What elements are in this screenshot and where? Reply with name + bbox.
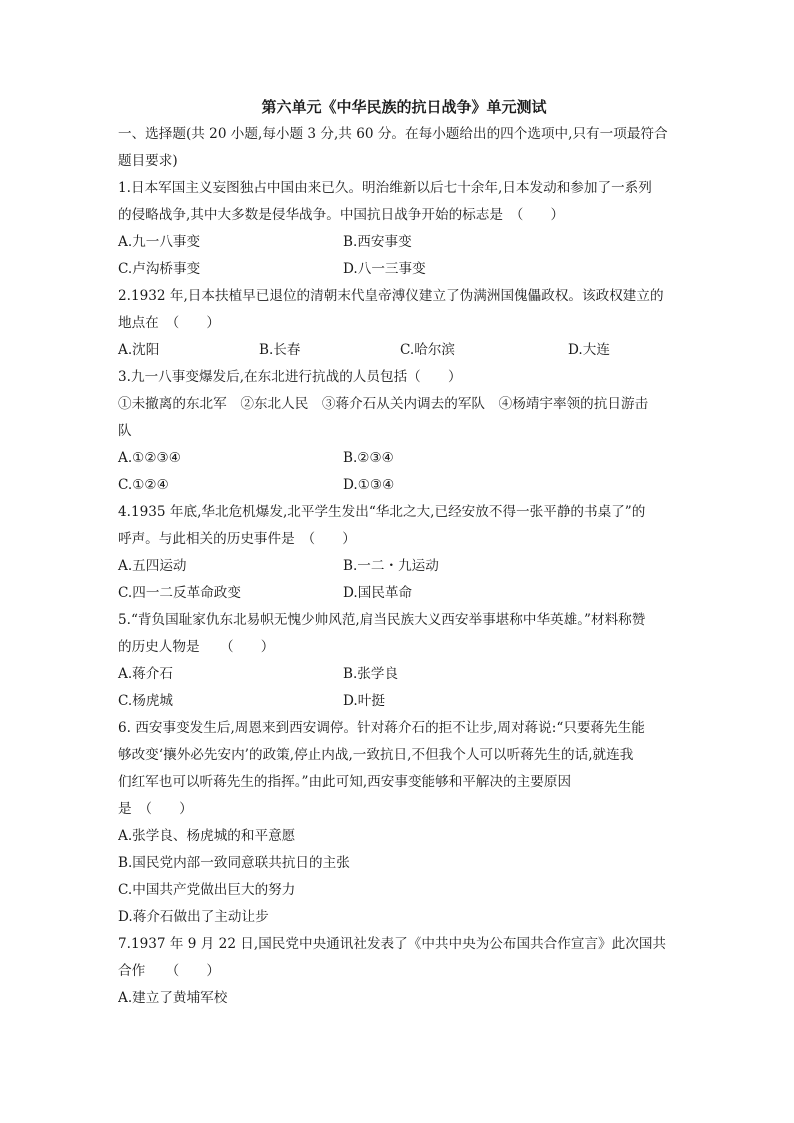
option-row	[118, 553, 680, 580]
option-a: A.张学良、杨虎城的和平意愿	[118, 828, 296, 844]
option-a: A.①②③④	[118, 450, 181, 466]
option-c: C.卢沟桥事变	[118, 261, 201, 277]
question-text: 够改变‘攘外必先安内’的政策,停止内战,一致抗日,不但我个人可以听蒋先生的话,就连我	[118, 747, 634, 763]
option-row	[118, 445, 680, 472]
question-text: 是 （ ）	[118, 801, 193, 817]
question-3	[118, 364, 680, 499]
question-text: 6. 西安事变发生后,周恩来到西安调停。针对蒋介石的拒不让步,周对蒋说:“只要蒋先生能	[118, 720, 645, 736]
option-a: A.九一八事变	[118, 234, 201, 250]
option-d: D.蒋介石做出了主动让步	[118, 909, 269, 925]
option-row	[118, 472, 680, 499]
option-d: D.国民革命	[343, 585, 413, 601]
question-2	[118, 283, 680, 364]
question-text: 2.1932 年,日本扶植早已退位的清朝末代皇帝溥仪建立了伪满洲国傀儡政权。该政权建立的	[118, 288, 664, 304]
question-text: 3.九一八事变爆发后,在东北进行抗战的人员包括（ ）	[118, 369, 462, 385]
section-instruction-cont: 题目要求)	[118, 153, 178, 169]
option-d: D.八一三事变	[343, 261, 426, 277]
document-page	[118, 94, 680, 1012]
question-text: 5.“背负国耻家仇东北易帜无愧少帅风范,肩当民族大义西安举事堪称中华英雄。”材料称赞	[118, 612, 646, 628]
question-text: 的侵略战争,其中大多数是侵华战争。中国抗日战争开始的标志是 （ ）	[118, 207, 565, 223]
option-row	[118, 337, 680, 364]
option-c: C.中国共产党做出巨大的努力	[118, 882, 296, 898]
section-instruction: 一、选择题(共 20 小题,每小题 3 分,共 60 分。在每小题给出的四个选项中,只有一项最符合	[118, 126, 668, 142]
question-text: 地点在 （ ）	[118, 315, 220, 331]
question-1	[118, 175, 680, 283]
option-b: B.西安事变	[343, 234, 412, 250]
question-7	[118, 931, 680, 1012]
option-b: B.国民党内部一致同意联共抗日的主张	[118, 855, 350, 871]
question-text: 1.日本军国主义妄图独占中国由来已久。明治维新以后七十余年,日本发动和参加了一系列	[118, 180, 652, 196]
option-row	[118, 256, 680, 283]
question-text: 4.1935 年底,华北危机爆发,北平学生发出“华北之大,已经安放不得一张平静的书桌了”的	[118, 504, 646, 520]
question-text: 7.1937 年 9 月 22 日,国民党中央通讯社发表了《中共中央为公布国共合作宣言》此次国共	[118, 936, 667, 952]
option-row	[118, 229, 680, 256]
question-text: 的历史人物是 （ ）	[118, 639, 275, 655]
option-c: C.四一二反革命政变	[118, 585, 241, 601]
option-c: C.杨虎城	[118, 693, 174, 709]
option-d: D.①③④	[343, 477, 395, 493]
option-a: A.沈阳	[118, 342, 160, 358]
option-b: B.②③④	[343, 450, 394, 466]
option-c: C.①②④	[118, 477, 169, 493]
page-title: 第六单元《中华民族的抗日战争》单元测试	[261, 98, 547, 116]
option-a: A.建立了黄埔军校	[118, 990, 228, 1006]
question-text: 呼声。与此相关的历史事件是 （ ）	[118, 531, 356, 547]
option-b: B.张学良	[343, 666, 399, 682]
option-a: A.五四运动	[118, 558, 187, 574]
option-b: B.长春	[259, 342, 301, 358]
question-5	[118, 607, 680, 715]
question-6	[118, 715, 680, 931]
question-4	[118, 499, 680, 607]
question-text: 队	[118, 423, 132, 439]
option-a: A.蒋介石	[118, 666, 173, 682]
question-text: ①未撤离的东北军 ②东北人民 ③蒋介石从关内调去的军队 ④杨靖宇率领的抗日游击	[118, 396, 649, 412]
option-row	[118, 661, 680, 688]
option-row	[118, 688, 680, 715]
option-d: D.大连	[568, 342, 610, 358]
question-text: 们红军也可以听蒋先生的指挥。”由此可知,西安事变能够和平解决的主要原因	[118, 774, 572, 790]
option-row	[118, 580, 680, 607]
option-d: D.叶挺	[343, 693, 385, 709]
option-c: C.哈尔滨	[400, 342, 456, 358]
question-text: 合作 （ ）	[118, 963, 220, 979]
option-b: B.一二・九运动	[343, 558, 439, 574]
